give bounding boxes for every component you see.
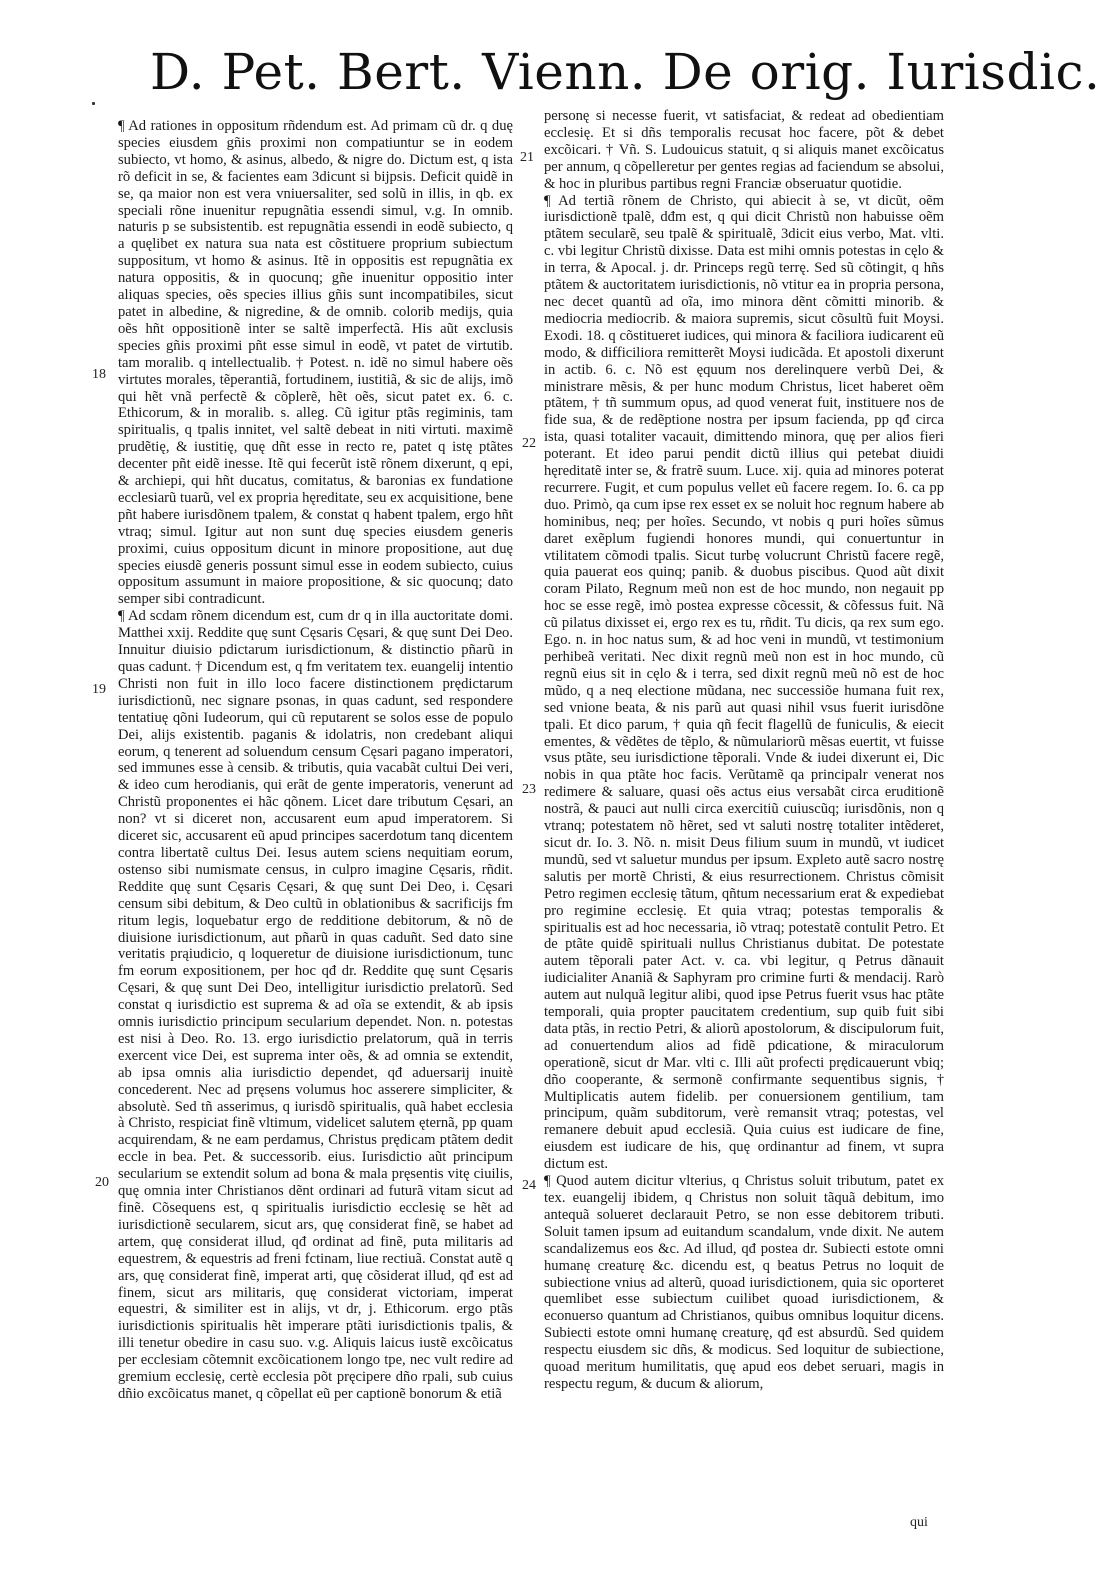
margin-number: 22 bbox=[522, 436, 536, 451]
margin-number: 23 bbox=[522, 782, 536, 797]
margin-number: 20 bbox=[95, 1175, 109, 1190]
margin-number: 18 bbox=[92, 367, 106, 382]
margin-number: 19 bbox=[92, 682, 106, 697]
paragraph: personę si necesse fuerit, vt satisfaciat, & redeat ad obedientiam ecclesię. Et si dñs temporalis recusat hoc facere, põt & debet excõicari. † Vñ. S. Ludouicus statuit, q si aliquis manet excõicatus per annum, q cõpelleretur per gentes regias ad faciendum se absolui, & hoc in pluribus partibus regni Franciæ obseruatur quotidie. bbox=[544, 108, 944, 192]
running-title: D. Pet. Bert. Vienn. De orig. Iurisdic. bbox=[150, 43, 1100, 101]
margin-number: 21 bbox=[520, 150, 534, 165]
ink-mark bbox=[92, 102, 95, 105]
margin-number: 24 bbox=[522, 1178, 536, 1193]
paragraph: ¶ Quod autem dicitur vlterius, q Christus soluit tributum, patet ex tex. euangelij ibidem, q Christus non soluit tãquã debitum, imo antequã solueret declarauit Petro, se non esse debitorem tributi. Soluit tamen ipsum ad euitandum scandalum, vnde dixit. Ne autem scandalizemus eos &c. Ad illud, qđ postea dr. Subiecti estote omni humanę creaturę &c. dicendu est, q beatus Petrus no loquit de subiectione vnius ad alterũ, quoad iurisdictionem, quia sic oporteret quemlibet esse subiectum cuilibet quoad iurisdictionem, & econuerso quantum ad Christianos, quibus omnibus loquitur dicens. Subiecti estote omni humanę creaturę, qđ est absurdũ. Sed quidem respectu eiusdem sic dñs, & modicus. Sed loquitur de subiectione, quoad meritum humilitatis, quę apud eos debet seruari, magis in respectu regum, & ducum & aliorum, bbox=[544, 1173, 944, 1392]
paragraph: ¶ Ad rationes in oppositum rñdendum est. Ad primam cũ dr. q duę species eiusdem gñis proximi non compatiuntur se in eodem subiecto, vt homo, & asinus, albedo, & nigre do. Dictum est, q ista rõ deficit in se, & facientes eam 3dicunt si bijpsis. Deficit quidẽ in se, qa maior non est vera vniuersaliter, sed solũ in illis, in qb. ex speciali rõne inuenitur repugnãtia essendi simul, v.g. In omnib. naturis p se subsistentib. est repugnãtia essendi in eodẽ subiecto, q a quęlibet ex natura sua nata est cõstituere proprium subiectum suppositum, vt homo & asinus. Itẽ in oppositis est repugnãtia ex natura oppositis, & in quocunq; gñe inuenitur oppositio inter aliquas species, oẽs species illius gñis sunt incompatibiles, sicut patet in albedine, & nigredine, & de omnib. colorib medijs, quia oẽs hñt oppositionẽ inter se saltẽ imperfectã. His aũt exclusis species gñis proximi pñt esse simul in eodẽ, vt patet de virtutib. tam moralib. q intellectualib. † Potest. n. idẽ no simul habere oẽs virtutes morales, tẽperantiã, fortudinem, iustitiã, & sic de alijs, imõ qui hẽt vnã perfectẽ & cõplerẽ, hẽt oẽs, sicut patet ex. 6. c. Ethicorum, & in moralib. s. alleg. Cũ igitur ptãs regiminis, tam spiritualis, q tpalis innitet, vel saltẽ debeat in niti virtuti. maximẽ prudẽtię, & iustitię, quę dñt esse in recto re, patet q istę ptãtes decenter pñt eidẽ inesse. Itẽ qui fecerũt istẽ rõnem dixerunt, q epi, & archiepi, qui hñt ducatus, comitatus, & baronias ex fundatione ecclesiarũ tuarũ, vel ex propria hęreditate, seu ex acquisitione, bene pñt habere iurisdõnem tpalem, & constat q habent tpalem, ergo hñt vtraq; simul. Igitur aut non sunt duę species eiusdem generis proximi, cuius oppositum dicunt in minore propositione, aut duę species eiusdẽ generis possunt simul esse in eodem subiecto, cuius oppositum assumunt in maiore propositione, & sic quocunq; dato semper sibi contradicunt. bbox=[118, 118, 513, 608]
right-column bbox=[544, 108, 944, 1393]
paragraph: ¶ Ad scdam rõnem dicendum est, cum dr q in illa auctoritate domi. Matthei xxij. Reddite quę sunt Cęsaris Cęsari, & quę sunt Dei Deo. Innuitur diuisio pdictarum iurisdictionum, & distinctio pñarũ in quas cadunt. † Dicendum est, q fm veritatem tex. euangelij intentio Christi non fuit in illo loco facere distinctionem prędictarum iurisdictionũ, nec signare psonas, in quas cadunt, sed respondere tentatiuę qõni Iudeorum, qui cũ reputarent se solos esse de populo Dei, alijs existentib. paganis & idolatris, non credebant aliqui eorum, q tenerent ad soluendum censum Cęsari pagano imperatori, sed immunes esse à censib. & tributis, quia vacabãt cultui Dei veri, & ideo cum herodianis, qui erãt de gente imperatoris, venerunt ad Christũ proponentes ei hãc qõnem. Licet dare tributum Cęsari, an non? vt si diceret non, accusarent eum apud imperatorem. Si diceret sic, accusarent eũ apud principes sacerdotum tanq dicentem contra libertatẽ cultus Dei. Iesus autem sciens nequitiam eorum, ostenso sibi numismate census, in culpro imagine Cęsaris, rñdit. Reddite quę sunt Cęsaris Cęsari, & quę sunt Dei Deo, i. Cęsari censum sibi debitum, & Deo cultũ in oblationibus & sacrificijs fm ritum legis, loquebatur ergo de redditione debitorum, & nõ de diuisione iurisdictionum, aut pñarũ in quas caduñt. Sed dato sine veritatis prąiudicio, q loqueretur de diuisione iurisdictionum, tunc fm eorum expositionem, per hoc qđ dr. Reddite quę sunt Cęsaris Cęsari, & quę sunt Dei Deo, intelligitur iurisdictio prelatorũ. Sed constat q iurisdictio est suprema & ad oĩa se extendit, & ab ipsis omnis iurisdictio principum secularium dependet. Non. n. potestas est nisi à Deo. Ro. 13. ergo iurisdictio prelatorum, quã in terris exercent vice Dei, est suprema inter oẽs, & ad omnia se extendit, ab ipsa omnis alia iurisdictio dependet, qđ aduersarij inuitè concederent. Nec ad pręsens volumus hoc asserere simpliciter, & absolutè. Sed tñ asserimus, q iurisdõ spiritualis, quã habet ecclesia à Christo, respiciat finẽ vltimum, videlicet salutem ęternã, pp quam acquirendam, & ne eam perdamus, Christus prędicam ptãtem dedit eccle in bea. Pet. & successorib. eius. Iurisdictio aũt principum secularium se extendit solum ad bona & mala pręsentis vitę ciuilis, quę omnia inter Christianos dẽnt ordinari ad futurã vitam sicut ad finẽ. Cõsequens est, q spiritualis iurisdictio ecclesię se hẽt ad iurisdictionẽ secularem, sicut ars, quę considerat finẽ, se habet ad artem, quę considerat illud, qđ ordinat ad finẽ, puta militaris ad equestrem, & equestris ad freni fctinam, liue rectiuã. Constat autẽ q ars, quę considerat finẽ, imperat arti, quę cõsiderat illud, qđ est ad finem, sicut ars militaris, quę considerat victoriam, imperat equestri, & similiter est in alijs, vt dr, j. Ethicorum. ergo ptãs iurisdictionis spiritualis hẽt imperare ptãti iurisdictionis tpalis, & illi tenetur obedire in casu suo. v.g. Aliquis laicus iustẽ excõicatus per ecclesiam cõtemnit excõicationem longo tpe, nec vult redire ad gremium ecclesię, certè ecclesia põt pręcipere dño rpali, sub cuius dñio excõicatus manet, q cõpellat eũ per captionẽ bonorum & etiã bbox=[118, 608, 513, 1402]
paragraph: ¶ Ad tertiã rõnem de Christo, qui abiecit à se, vt dicũt, oẽm iurisdictionẽ tpalẽ, dđm est, q qui dicit Christũ non habuisse oẽm ptãtem secularẽ, seu tpalẽ & spiritualẽ, 3dicit eius verbo, Mat. vlti. c. vbi legitur Christũ dixisse. Data est mihi omnis potestas in cęlo & in terra, & Apocal. j. dr. Princeps regũ terrę. Sed sũ cõtingit, q hñs ptãtem & auctoritatem iurisdictionis, nõ vtitur ea in propria persona, nec decet quantũ ad oĩa, imo minora dẽnt cõmitti minorib. & mediocria mediocrib. & maiora supremis, sicut cõsultũ fuit Moysi. Exodi. 18. q cõstitueret iudices, qui minora & faciliora iudicarent eũ modo, & difficiliora remitterẽt Moysi iudicãda. Et apostoli dixerunt in actib. 6. c. Nõ est ęquum nos derelinquere verbũ Dei, & ministrare mẽsis, & per hunc modum Christus, licet haberet oẽm ptãtem, † tñ summum opus, ad quod venerat fuit, instituere nos de fide sua, & de redẽptione nostra per ipsum facienda, pp qđ circa ista, quasi totaliter vacauit, dimittendo minora, quę per alios fieri poterant. Et ideo parui pendit dictũ illius qui petebat diuidi hęreditatẽ inter se, & fratrẽ suum. Luce. xij. quia ad minores poterat recurrere. Fugit, et cum populus vellet eũ facere regem. Io. 6. ca pp duo. Primò, qa cum ipse rex esset ex se noluit hoc regnum habere ab hominibus, neq; per hoĩes. Secundo, vt nobis q puri hoĩes sũmus daret exẽplum fugiendi honores mundi, qui conuertuntur in vtilitatem cõmodi tpalis. Sicut turbę volucrunt Christũ facere regẽ, quia pauerat eos quinq; panib. & duobus piscibus. Quod aũt dixit coram Pilato, Regnum meũ non est de hoc mundo, non negauit pp hoc se esse regẽ, imò postea expresse cõcessit, & cõfessus fuit. Nã cũ pilatus dixisset ei, ergo rex es tu, rñdit. Tu dicis, qa rex sum ego. Ego. n. in hoc natus sum, & ad hoc veni in mundũ, vt testimonium perhibeã veritati. Nec dixit regnũ meũ non est in hoc mundo, cũ regnũ eius sit in cęlo & i terra, sed dixit regnũ meũ nõ est de hoc mũdo, q a neq electione mũdana, nec successiõe humana fuit rex, sed vnione beata, & nis parũ aut quasi nihil vsus fuerit iurisdõne tpali. Et dico parum, † quia qñ fecit flagellũ de funiculis, & eiecit ementes, & vẽdẽtes de tẽplo, & nũmulariorũ mẽsas euertit, vt fuisse vsus ptãte, seu iurisdictione tẽporali. Vnde & iudei dixerunt ei, Dic nobis in qua ptãte hoc facis. Verũtamẽ qa principalr venerat nos redimere & saluare, quasi oẽs actus eius versabãt circa eruditionẽ nostrã, & pauci aut nulli circa exercitiũ cuiuscũq; iurisdõnis, non q vtranq; potestatem nõ hẽret, sed vt saluti nostrę totaliter intẽderet, sicut dr. Io. 3. Nõ. n. misit Deus filium suum in mundũ, vt iudicet mundũ, sed vt saluetur mundus per ipsum. Expleto autẽ sacro nostrę salutis per mortẽ Christi, & eius resurrectionem. Christus cõmisit Petro regimen ecclesię tãtum, qñtum necessarium erat & expediebat pro regimine ecclesię. Et quia vtraq; potestas temporalis & spiritualis est ad hoc necessaria, iõ vtraq; potestatẽ contulit Petro. Et de ptãte quidẽ spirituali nullus Christianus dubitat. De potestate autem tẽporali pater Act. v. ca. vbi legitur, q Petrus dãnauit iudicialiter Ananiã & Saphyram pro crimine furti & mendacij. Rarò autem aut nulquã legitur alibi, quod ipse Petrus fuerit vsus hac ptãte temporali, quia propter paucitatem credentium, sup quib fuit sibi data ptãs, in rectio Petri, & aliorũ apostolorum, & discipulorum fuit, ad conuertendum alios ad fidẽ pdicatione, & miraculorum operationẽ, sicut dr Mar. vlti c. Illi aũt profecti prędicauerunt vbiq; dño cooperante, & sermonẽ confirmante sequentibus signis, † Multiplicatis autem fidelib. per conuersionem gentilium, tam principum, quãm subditorum, verè remansit vtraq; potestas, vel remanere debuit apud ecclesiã. Quia cuius est iudicare de fine, eiusdem est iudicare de his, quę ordinantur ad finem, vt supra dictum est. bbox=[544, 192, 945, 1173]
catchword: qui bbox=[910, 1515, 928, 1530]
left-column bbox=[118, 118, 513, 1403]
